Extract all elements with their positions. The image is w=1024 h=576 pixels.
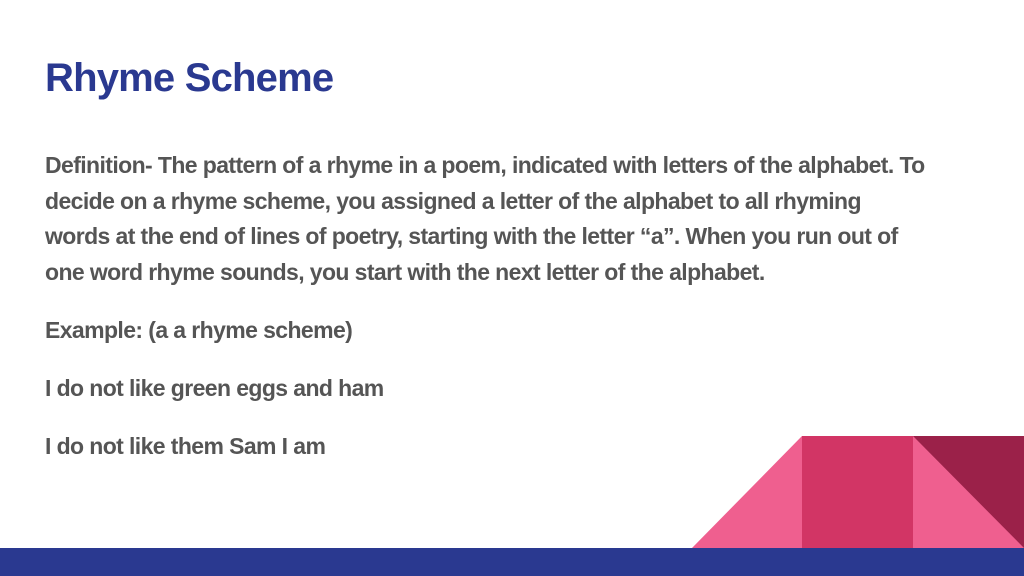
poem-line-2: I do not like them Sam I am xyxy=(45,433,326,459)
slide-title: Rhyme Scheme xyxy=(45,56,334,100)
pink-block-middle xyxy=(802,436,913,548)
decorative-corner-shapes xyxy=(692,436,1024,548)
pink-triangle-left xyxy=(692,436,802,548)
slide-body xyxy=(45,148,925,464)
footer-bar xyxy=(0,548,1024,576)
definition-text: Definition- The pattern of a rhyme in a poem, indicated with letters of the alphabet. To decide on a rhyme scheme, you assigned a letter of the alphabet to all rhyming words at the end of lines of poetry, starting with the letter “a”. When you run out of one word rhyme sounds, you start with the next letter of the alphabet. xyxy=(45,152,925,285)
example-label: Example: (a a rhyme scheme) xyxy=(45,317,353,343)
poem-line-1: I do not like green eggs and ham xyxy=(45,375,384,401)
